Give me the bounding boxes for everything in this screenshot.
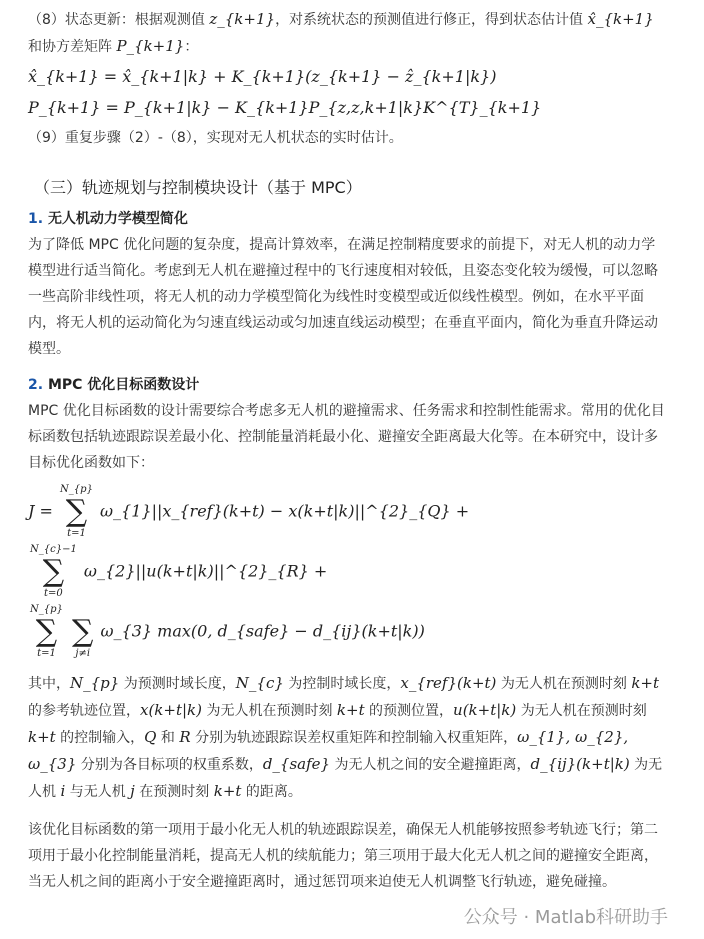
inline-math: ω_{1}, ω_{2}, ω_{3} [28,728,629,773]
text-run: 的预测位置， [364,703,454,719]
text-run: ，对系统状态的预测值进行修正，得到状态估计值 [275,12,588,28]
subsection-number: 2. [28,377,44,393]
text-run: 为无人机在预测时刻 [516,703,647,719]
text-run: ： [184,39,199,55]
sum-lower-limit: t=1 [67,528,86,539]
inline-math: x̂_{k+1} [587,10,654,28]
step-8-paragraph [28,6,668,60]
text-run: （8）状态更新：根据观测值 [28,12,210,28]
objective-function-equation [28,484,668,660]
dynamics-paragraph [28,232,668,362]
objective-lhs: J = [28,501,53,521]
covariance-update-equation: P_{k+1} = P_{k+1|k} − K_{k+1}P_{z,z,k+1|k}K^{T}_{k+1} [28,98,542,117]
inline-math: d_{ij}(k+t|k) [530,755,630,773]
text-run: （9）重复步骤（2）-（8），实现对无人机状态的实时估计。 [28,130,403,146]
inline-math: j [130,782,135,800]
inline-math: z_{k+1} [209,10,276,28]
objective-line-2 [28,604,668,660]
summation [30,604,63,660]
sigma-symbol: ∑ [35,614,58,649]
objective-line-1 [28,484,668,540]
sum-lower-limit: t=0 [44,588,63,599]
text-run: 和 [156,730,180,746]
sum-lower-limit: t=1 [37,648,56,659]
objective-intro-paragraph [28,398,668,476]
text-run: 为无人机 [28,757,663,800]
inline-math: i [60,782,66,800]
article-body [28,0,668,895]
sigma-symbol: ∑ [42,554,65,589]
sum-upper-limit: N_{c}−1 [30,544,77,555]
objective-explanation-paragraph [28,817,668,895]
text-run: 为无人机在预测时刻 [496,676,632,692]
text-run: 的控制输入， [55,730,145,746]
variable-definitions-paragraph [28,670,668,805]
text-run: 为无人机在预测时刻 [202,703,337,719]
inline-math: P_{k+1} [116,37,185,55]
inline-math: N_{p} [70,674,120,692]
inline-math: R [179,728,191,746]
text-run: 与无人机 [65,784,131,800]
inline-math: u(k+t|k) [453,701,517,719]
text-run: 为了降低 MPC 优化问题的复杂度，提高计算效率，在满足控制精度要求的前提下，对无人机的动力学模型进行适当简化。考虑到无人机在避撞过程中的飞行速度相对较低，且姿态变化较为缓慢，可以忽略一些高阶非线性项，将无人机的动力学模型简化为线性时变模型或近似线性模型。例如，在水平平面内，将无人机的运动简化为匀速直线运动或匀加速直线运动模型；在垂直平面内，简化为垂直升降运动模型。 [28,237,658,357]
inline-math: Q [144,728,157,746]
text-run: 的距离。 [241,784,302,800]
inline-math: k+t [213,782,242,800]
text-run: 分别为轨迹跟踪误差权重矩阵和控制输入权重矩阵， [190,730,518,746]
subsection-number: 1. [28,211,44,227]
text-run: 的参考轨迹位置， [28,703,140,719]
summation [72,604,93,660]
subsection-2-heading [28,374,668,394]
text-run: MPC 优化目标函数的设计需要综合考虑多无人机的避撞需求、任务需求和控制性能需求。常用的优化目标函数包括轨迹跟踪误差最小化、控制能量消耗最小化、避撞安全距离最大化等。在本研究中，设计多目标优化函数如下： [28,403,665,471]
subsection-title: MPC 优化目标函数设计 [47,377,200,393]
text-run: 在预测时刻 [134,784,214,800]
inline-math: N_{c} [235,674,284,692]
inline-math: x(k+t|k) [140,701,202,719]
collision-term: ω_{3} max(0, d_{safe} − d_{ij}(k+t|k)) [100,621,425,641]
section-title: （三）轨迹规划与控制模块设计（基于 MPC） [34,178,362,197]
control-term: ω_{2}||u(k+t|k)||^{2}_{R} + [83,561,328,581]
summation [60,484,93,540]
step-9-paragraph [28,125,668,151]
text-run: 其中， [28,676,70,692]
sum-lower-limit: j≠i [75,648,91,659]
text-run: 分别为各目标项的权重系数， [76,757,263,773]
tracking-term: ω_{1}||x_{ref}(k+t) − x(k+t|k)||^{2}_{Q} + [99,501,470,521]
inline-math: x_{ref}(k+t) [400,674,497,692]
text-run: 和协方差矩阵 [28,39,117,55]
text-run: 为预测时域长度， [119,676,236,692]
subsection-title: 无人机动力学模型简化 [47,211,188,227]
subsection-1-heading [28,208,668,228]
sum-upper-limit: N_{p} [60,484,93,495]
text-run: 为控制时域长度， [283,676,401,692]
text-run: 该优化目标函数的第一项用于最小化无人机的轨迹跟踪误差，确保无人机能够按照参考轨迹飞行；第二项用于最小化控制能量消耗，提高无人机的续航能力；第三项用于最大化无人机之间的避撞安全距离，当无人机之间的距离小于安全避撞距离时，通过惩罚项来迫使无人机调整飞行轨迹，避免碰撞。 [28,822,658,890]
sigma-symbol: ∑ [65,494,88,529]
inline-math: k+t [336,701,365,719]
watermark: 公众号 · Matlab科研助手 [463,907,668,928]
inline-math: k+t [28,728,56,746]
inline-math: k+t [631,674,659,692]
summation [30,544,77,600]
sigma-symbol: ∑ [71,614,94,649]
text-run: 为无人机之间的安全避撞距离， [330,757,531,773]
state-update-equation: x̂_{k+1} = x̂_{k+1|k} + K_{k+1}(z_{k+1} − ẑ_{k+1|k}) [28,67,497,86]
sum-upper-limit: N_{p} [30,604,63,615]
inline-math: d_{safe} [262,755,331,773]
objective-line-1b [28,544,668,600]
